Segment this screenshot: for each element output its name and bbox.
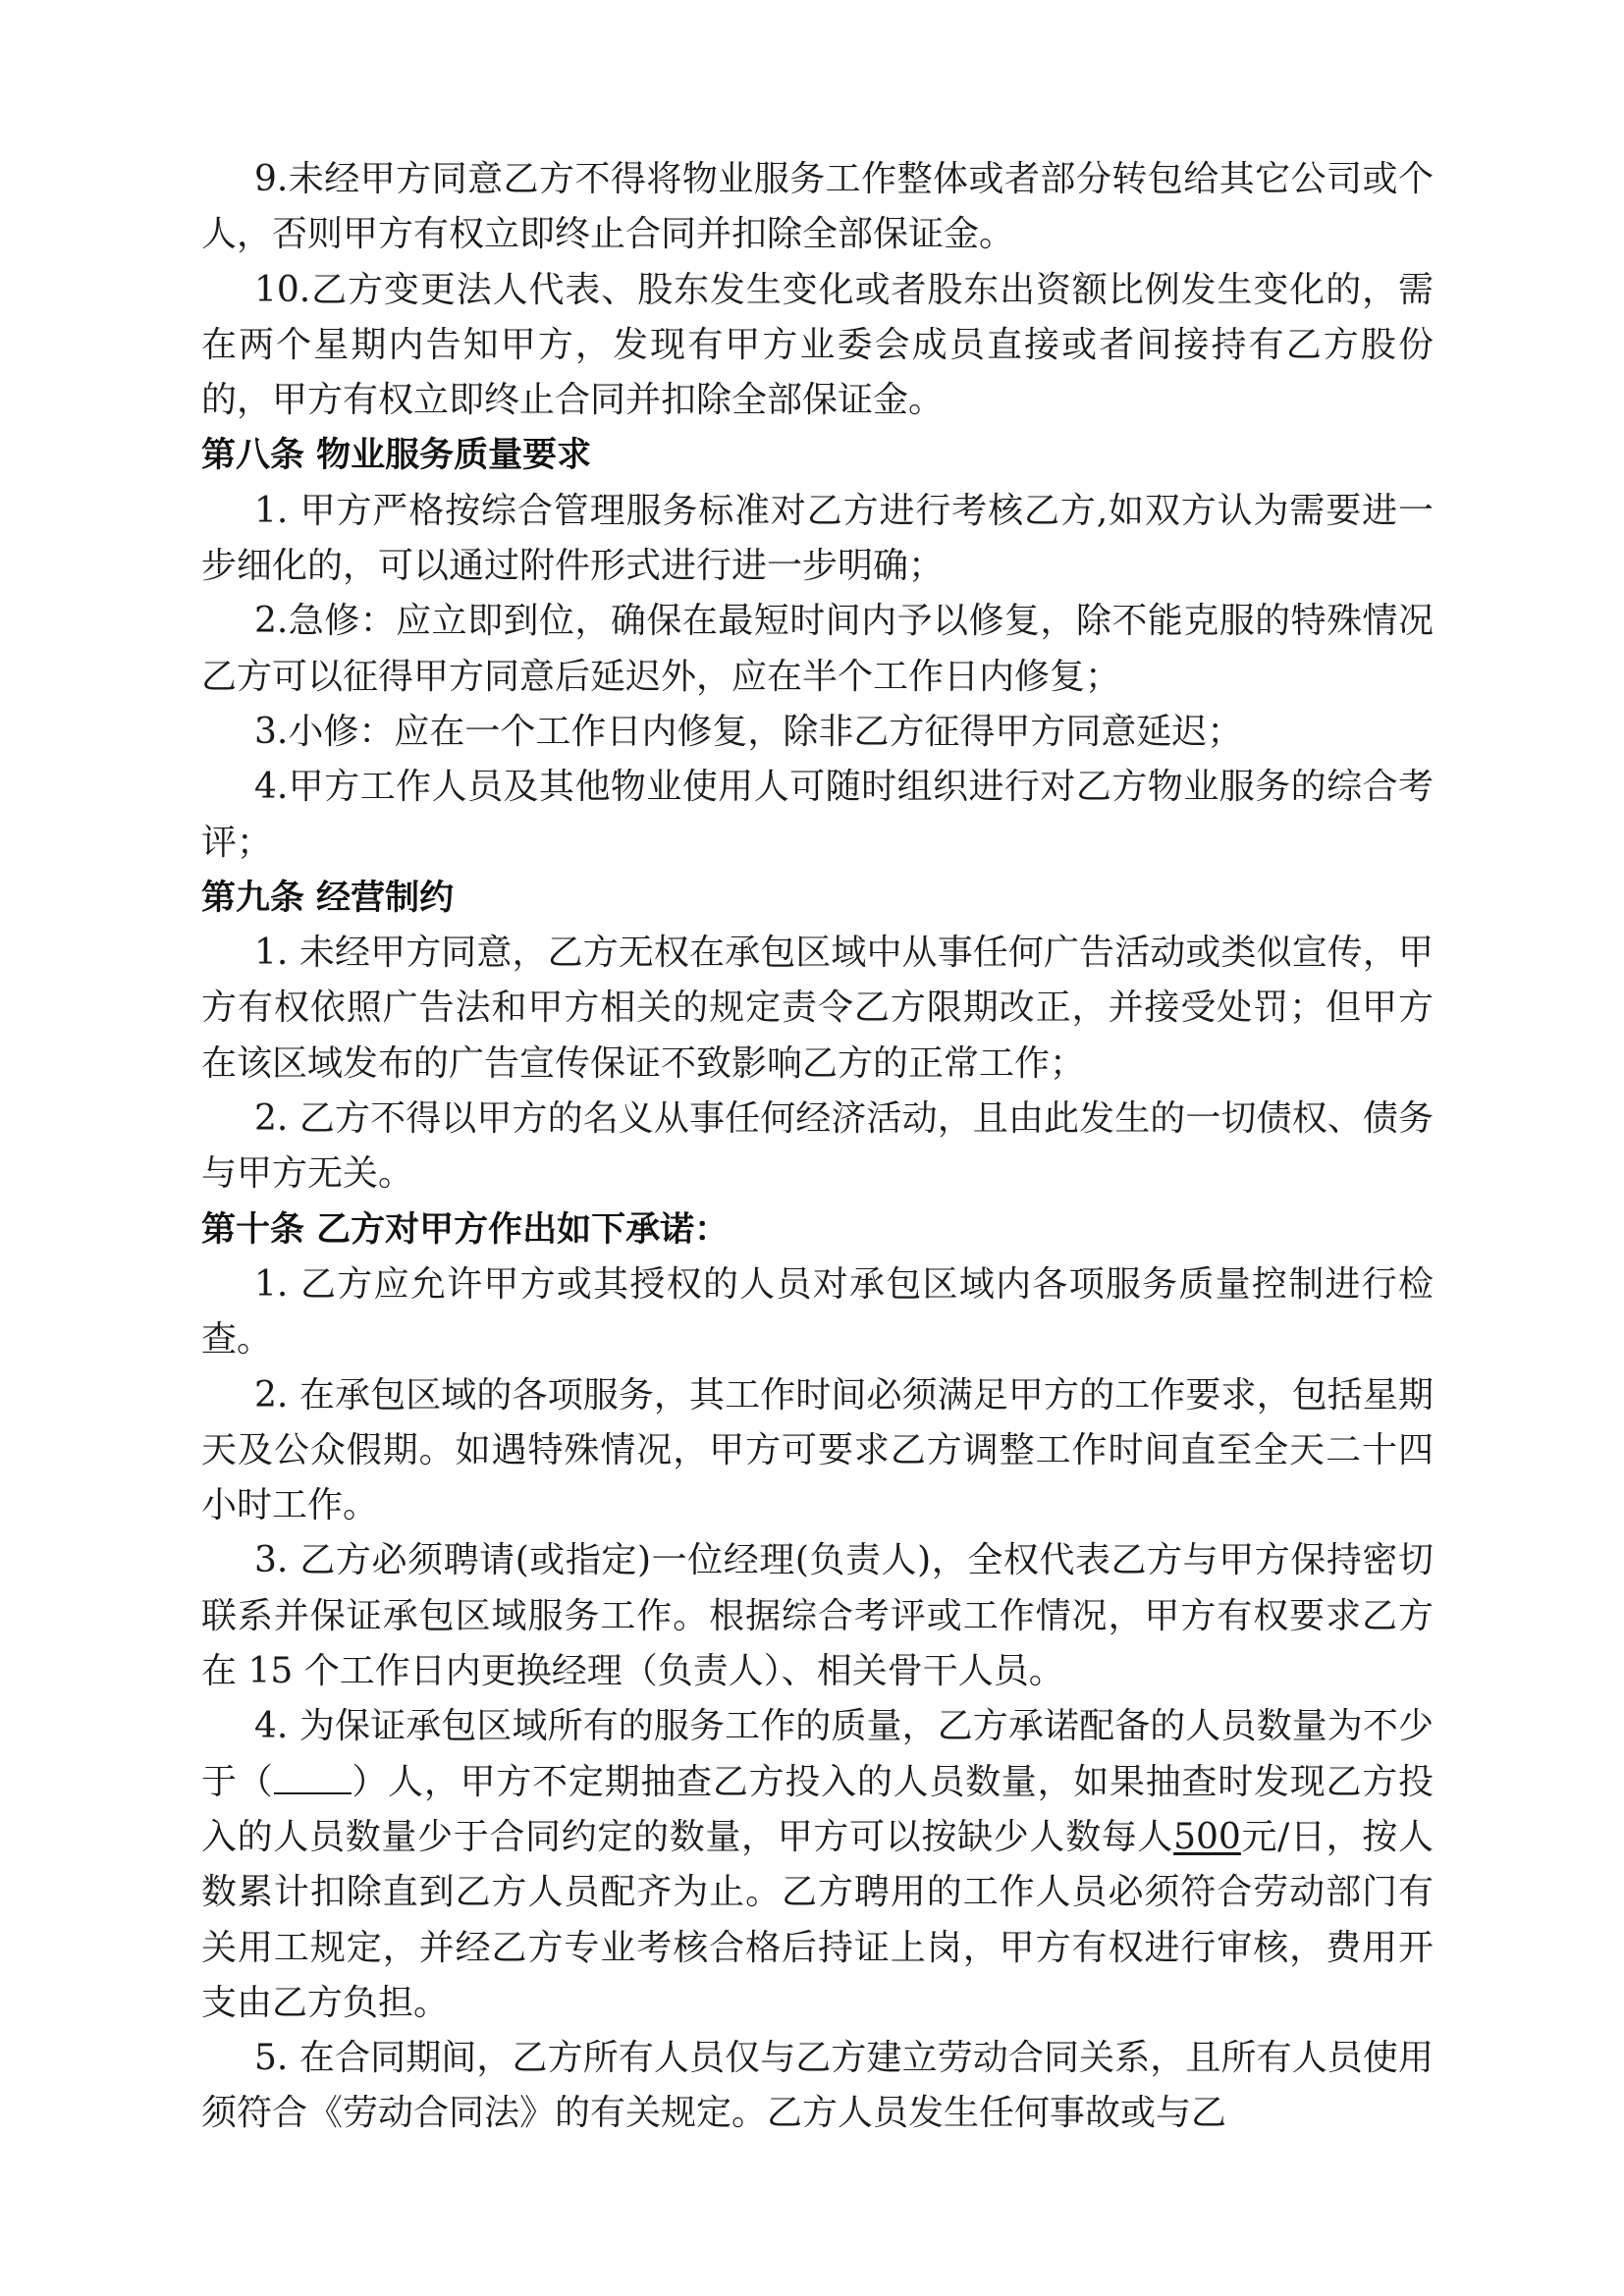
clause8-item1: 1. 甲方严格按综合管理服务标准对乙方进行考核乙方,如双方认为需要进一步细化的，可以通过附件形式进行进一步明确； <box>201 490 1434 587</box>
clause10-item4-part-b: ）人，甲方不定期抽查乙方投入的人员数量，如果抽查时发现乙方投入的人员数量少于合同约定的数量，甲方可以按缺少人数每人 <box>201 1761 1434 1857</box>
contract-page <box>201 152 1434 2142</box>
clause8-item2: 2.急修：应立即到位，确保在最短时间内予以修复，除不能克服的特殊情况乙方可以征得甲方同意后延迟外，应在半个工作日内修复； <box>201 601 1434 697</box>
clause10-item2: 2. 在承包区域的各项服务，其工作时间必须满足甲方的工作要求，包括星期天及公众假期。如遇特殊情况，甲方可要求乙方调整工作时间直至全天二十四小时工作。 <box>201 1374 1434 1526</box>
penalty-amount: 500 <box>1173 1816 1241 1857</box>
clause7-item10: 10.乙方变更法人代表、股东发生变化或者股东出资额比例发生变化的，需在两个星期内告知甲方，发现有甲方业委会成员直接或者间接持有乙方股份的，甲方有权立即终止合同并扣除全部保证金。 <box>201 269 1434 421</box>
clause8-item4: 4.甲方工作人员及其他物业使用人可随时组织进行对乙方物业服务的综合考评； <box>201 767 1434 863</box>
clause10-item4-part-c: 元/日，按人数累计扣除直到乙方人员配齐为止。乙方聘用的工作人员必须符合劳动部门有关用工规定，并经乙方专业考核合格后持证上岗，甲方有权进行审核，费用开支由乙方负担。 <box>201 1816 1434 2023</box>
clause9-item2: 2. 乙方不得以甲方的名义从事任何经济活动，且由此发生的一切债权、债务与甲方无关。 <box>201 1098 1434 1195</box>
clause7-item9: 9.未经甲方同意乙方不得将物业服务工作整体或者部分转包给其它公司或个人，否则甲方有权立即终止合同并扣除全部保证金。 <box>201 159 1434 255</box>
clause8-item3: 3.小修：应在一个工作日内修复，除非乙方征得甲方同意延迟； <box>254 711 1243 752</box>
clause10-item4-part-a: 4. 为保证承包区域所有的服务工作的质量，乙方承诺配备的人员数量为不少于（ <box>201 1706 1434 1802</box>
clause10-item1: 1. 乙方应允许甲方或其授权的人员对承包区域内各项服务质量控制进行检查。 <box>201 1263 1434 1361</box>
clause8-heading: 第八条 物业服务质量要求 <box>201 436 592 476</box>
clause10-item5: 5. 在合同期间，乙方所有人员仅与乙方建立劳动合同关系，且所有人员使用须符合《劳动合同法》的有关规定。乙方人员发生任何事故或与乙 <box>201 2038 1434 2134</box>
clause10-item4 <box>201 1699 1434 2031</box>
clause10-item3: 3. 乙方必须聘请(或指定)一位经理(负责人)，全权代表乙方与甲方保持密切联系并保证承包区域服务工作。根据综合考评或工作情况，甲方有权要求乙方在 15 个工作日内更换经理（负责人）、相关骨干人员。 <box>201 1540 1434 1692</box>
clause9-item1: 1. 未经甲方同意，乙方无权在承包区域中从事任何广告活动或类似宣传，甲方有权依照广告法和甲方相关的规定责令乙方限期改正，并接受处罚；但甲方在该区域发布的广告宣传保证不致影响乙方的正常工作； <box>201 933 1434 1084</box>
clause9-heading: 第九条 经营制约 <box>201 878 455 918</box>
staff-count-blank <box>274 1761 352 1794</box>
clause10-heading: 第十条 乙方对甲方作出如下承诺： <box>201 1209 730 1250</box>
